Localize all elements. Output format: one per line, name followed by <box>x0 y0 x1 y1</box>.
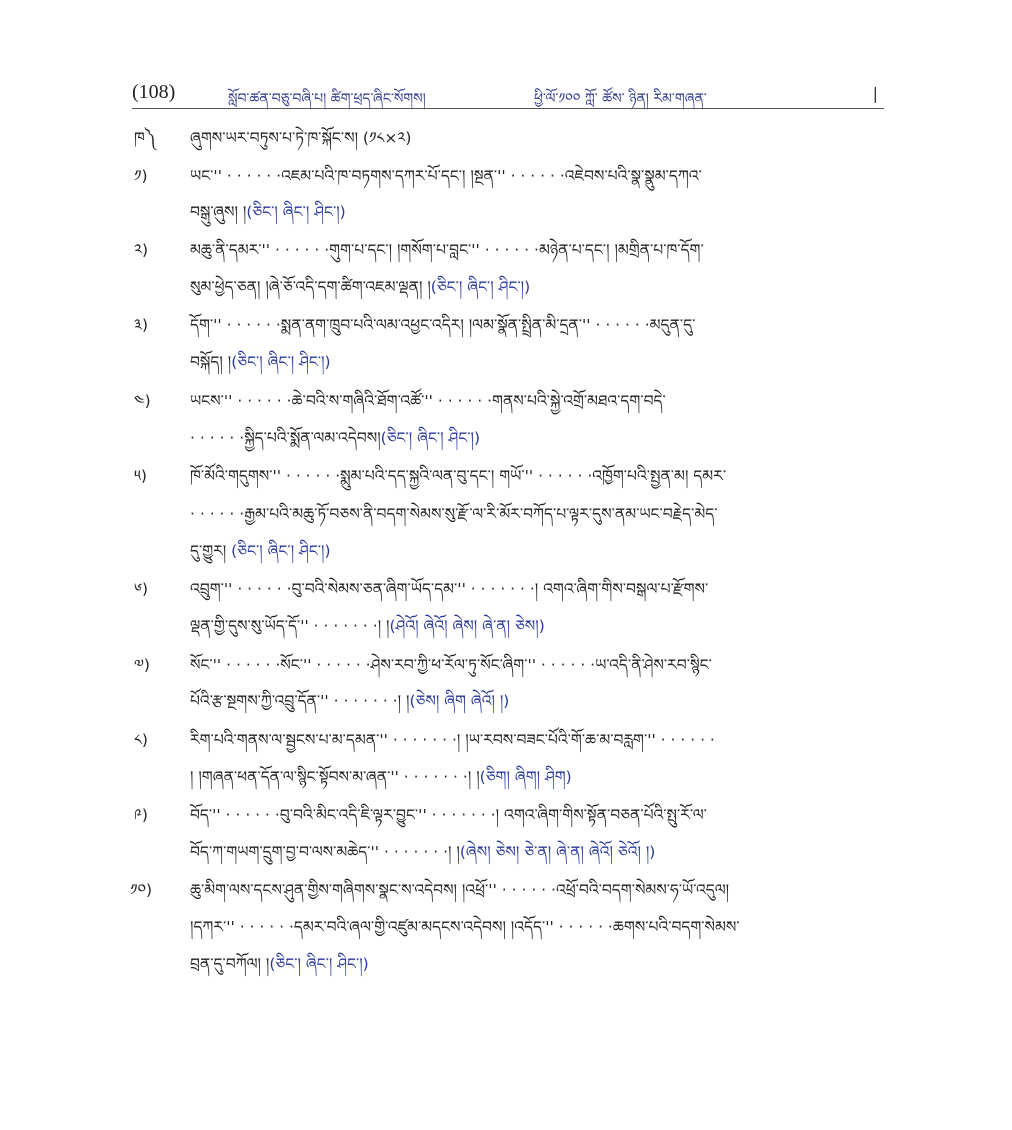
item-line-wrap <box>190 762 572 792</box>
chapter-title: སློབ་ཚན་བཅུ་བཞི་པ། ཚིག་ཕྲད་ཞིང་སོགས། <box>228 91 426 107</box>
item-number: ༧) <box>134 656 150 674</box>
item-text: བསྒུ་ཞུས། ། <box>190 203 247 221</box>
section-title: ཞུགས་ཡར་བཏུས་པ་ཏེ་ཁ་སྐོང་ས། (༡༨×༢) <box>190 129 412 147</box>
answer-options: (ཅེས། ཞིག ཞེའོ། །) <box>409 692 510 710</box>
item-number: ༤) <box>134 392 151 410</box>
section-label: ཁ༽ <box>134 129 156 147</box>
answer-options: (ཅིང་། ཞིང་། ཤིང་།) <box>430 278 531 296</box>
item-number: ༦) <box>134 580 149 598</box>
item-text: · · · · · ·སྐྱིད་པའི་སྨོན་ལམ་འདེབས། <box>190 429 381 447</box>
answer-options: (ཤེའོ། ཞེའོ། ཞེས། ཞེ་ན། ཅེས།) <box>389 617 545 635</box>
item-text: བྲན་དུ་བཀོལ། ། <box>190 955 270 973</box>
item-line: ཡངས་'' · · · · · ·ཆེ་བའི་ས་གཞིའི་ཐོག་འཚོ་'' · · · · · ·གནས་པའི་སྐྱེ་འགྲོ་མཐའ་དག་བདེ་ <box>190 392 666 410</box>
item-text: ། །གཞན་ཕན་དོན་ལ་སྙིང་སྟོབས་མ་ཞན་'' · · · · · · ·། ། <box>190 768 480 786</box>
item-text: དུ་གྱུར། <box>190 542 232 560</box>
item-line-wrap <box>190 949 369 979</box>
page-number: (108) <box>132 81 176 103</box>
item-line: སོང་'' · · · · · ·སོང་'' · · · · · ·ཤེས་རབ་ཀྱི་ཕ་རོལ་ཏུ་སོང་ཞིག་'' · · · · · ·ཡ་འདི་ནི་ཤེས་རབ་སྙིང་ <box>190 656 712 674</box>
item-line-wrap <box>190 272 530 302</box>
answer-options: (ཅིག། ཞིག། ཤིག) <box>479 768 572 786</box>
answer-options: (ཞེས། ཅེས། ཅེ་ན། ཞེ་ན། ཞེའོ། ཅེའོ། །) <box>459 843 656 861</box>
item-number: ༩) <box>134 806 148 824</box>
item-number: ༣) <box>134 316 149 334</box>
item-line: ཆུ་མིག་ལས་དངས་ཤུན་གྱིས་གཞིགས་སྣང་ས་འདེབས། །འཕྲོ་'' · · · · · ·འཕྲོ་བའི་བདག་སེམས་ཧ་ཡོ་འདུལ། <box>190 881 730 899</box>
answer-options: (ཅིང་། ཞིང་། ཤིང་།) <box>269 955 369 973</box>
running-header <box>132 80 884 108</box>
item-line: ཁོ་མོའི་གདུགས་'' · · · · · ·སྨུམ་པའི་དད་སྐྱའི་ལན་བུ་དང་། གཡོ་'' · · · · · ·འཁྱོག་པའི་སྤྱན་མ། དམར་ <box>190 467 727 485</box>
item-text: བསྐོད། ། <box>190 353 232 371</box>
answer-options: (ཅིང་། ཞིང་། ཤིང་།) <box>231 542 331 560</box>
item-line: ཡང་'' · · · · · ·འཇམ་པའི་ཁ་བཏགས་དཀར་པོ་དང་། །སྔན་'' · · · · · ·འཇེབས་པའི་སྣ་སྣུམ་དཀའ་ <box>190 167 702 185</box>
item-line-wrap <box>190 536 331 566</box>
item-number: ༢) <box>134 241 149 259</box>
header-right-text: ཕྱི་ལོ་༡༠༠ ཀློ་ ཚོས་ ཉིན། རིམ་གཞན་ <box>534 91 707 107</box>
item-number: ༨) <box>134 731 148 749</box>
item-line: དོག་'' · · · · · ·སྨན་ནག་ཁྲུབ་པའི་ལམ་འཕྱང་འདིར། །ལམ་སྣོན་སྤྲིན་མི་དྲན་'' · · · · · ·མདུན་དུ་ <box>190 316 696 334</box>
answer-options: (ཅིང་། ཞིང་། ཤིང་།) <box>380 429 481 447</box>
item-line: བོད་'' · · · · · ·བུ་བའི་མིང་འདི་ཇི་ལྟར་བྱུང་'' · · · · · · ·། འགའ་ཞིག་གིས་སྟོན་བཅན་པོའི་སྤུ་རོ་ལ་ <box>190 806 707 824</box>
item-line-wrap <box>190 611 545 641</box>
item-text: ལྡན་གྱི་དུས་སུ་ཡོད་དོ་'' · · · · · · ·། ། <box>190 617 390 635</box>
header-bar: | <box>872 84 878 103</box>
item-line-wrap <box>190 686 509 716</box>
item-line-wrap <box>190 347 331 377</box>
item-line-wrap <box>190 837 655 867</box>
item-text: སུམ་ཕྱེད་ཅན། །ཞེ་ཅོ་འདི་དག་ཚིག་འཇམ་ལྡན། ། <box>190 278 431 296</box>
item-line: རིག་པའི་གནས་ལ་སྦྱངས་པ་མ་དམན་'' · · · · · · ·། །ཡ་རབས་བཟང་པོའི་གོ་ཆ་མ་བརླག་'' · · · · · · <box>190 731 715 749</box>
answer-options: (ཅིང་། ཞིང་། ཤིང་།) <box>231 353 331 371</box>
header-rule <box>132 108 884 109</box>
item-number: ༥) <box>134 467 147 485</box>
item-line: འབྲུག་'' · · · · · ·བུ་བའི་སེམས་ཅན་ཞིག་ཡོད་དམ་'' · · · · · · ·། འགའ་ཞིག་གིས་བསྒལ་པ་རྫོགས་ <box>190 580 709 598</box>
item-text: བོད་ཀ་གཡག་དྲུག་བྱ་བ་ལས་མཆེད་'' · · · · · · ·། ། <box>190 843 460 861</box>
item-line: མཆུ་ནི་དམར་'' · · · · · ·གུག་པ་དང་། །གསོག་པ་བླང་'' · · · · · ·མཉེན་པ་དང་། །མགྲིན་པ་ཁ་དོག་ <box>190 241 704 259</box>
item-line: · · · · · ·རྒྱམ་པའི་མཆུ་ཏོ་བཅས་ནི་བདག་སེམས་སུ་རྫོ་ལ་རི་མོར་བཀོད་པ་ལྟར་དུས་ནམ་ཡང་བརྗེད་མེད་ <box>190 505 718 523</box>
item-text: པོའི་རྩ་སྔགས་ཀྱི་འབྲུ་དོན་'' · · · · · · ·། ། <box>190 692 410 710</box>
item-number: ༡༠) <box>130 881 153 899</box>
item-line: །དཀར་'' · · · · · ·དམར་བའི་ཞལ་གྱི་འཛུམ་མདངས་འདེབས། །འདོད་'' · · · · · ·ཆགས་པའི་བདག་སེམས་ <box>190 918 740 936</box>
item-line-wrap <box>190 423 480 453</box>
answer-options: (ཅིང་། ཞིང་། ཤིང་།) <box>246 203 346 221</box>
item-number: ༡) <box>134 167 148 185</box>
item-line-wrap <box>190 197 346 227</box>
